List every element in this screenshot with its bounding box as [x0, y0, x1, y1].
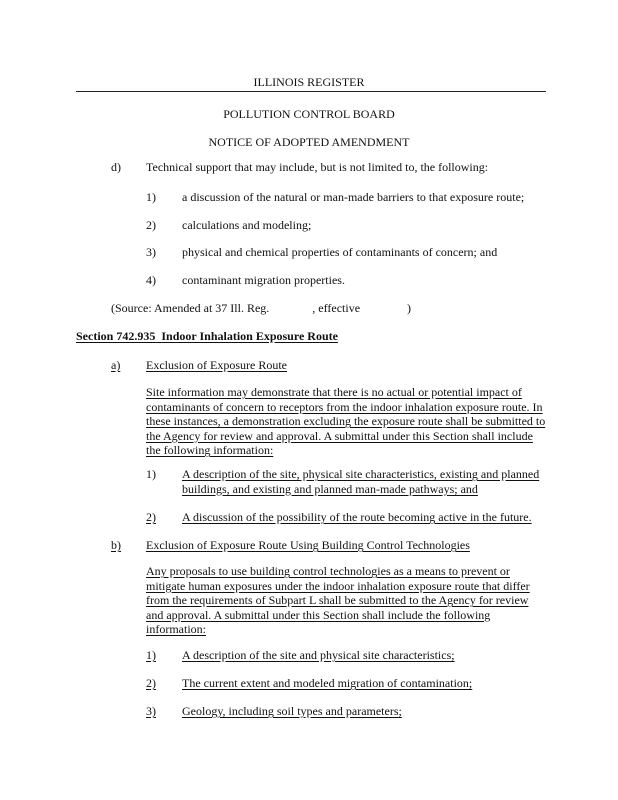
item-d-label: d) [111, 160, 121, 174]
source-note [111, 301, 411, 316]
subsection-b-item-num: 3) [146, 704, 156, 718]
item-d-sub-num: 2) [146, 218, 156, 232]
subsection-b-heading: Exclusion of Exposure Route Using Building Control Technologies [146, 538, 470, 552]
subsection-a-label: a) [111, 358, 121, 372]
subsection-b-paragraph: Any proposals to use building control technologies as a means to prevent or mitigate human exposures under the indoor inhalation exposure route that differ from the requirements of Subpart L shall be submitted to the Agency for review and approval. A submittal under this Section shall include the following information: [146, 564, 530, 636]
subsection-b-item-text: Geology, including soil types and parameters; [182, 704, 402, 718]
subsection-b-item-num: 1) [146, 648, 156, 662]
source-text-b: , effective [312, 301, 364, 315]
subsection-a-paragraph: Site information may demonstrate that there is no actual or potential impact of contaminants of concern to receptors from the indoor inhalation exposure route. In these instances, a demonstration excluding the exposure route shall be submitted to the Agency for review and approval. A submittal under this Section shall include the following information: [146, 385, 546, 457]
item-d-sub-num: 1) [146, 190, 156, 204]
section-number: Section 742.935 [76, 329, 156, 343]
header-rule [76, 91, 546, 92]
subsection-a-item-text: A description of the site, physical site characteristics, existing and planned buildings, and existing and planned man-made pathways; and [182, 467, 540, 496]
subsection-a-item-text: A discussion of the possibility of the route becoming active in the future. [182, 510, 532, 524]
item-d-sub-num: 3) [146, 245, 156, 259]
board-title: POLLUTION CONTROL BOARD [223, 107, 395, 121]
notice-title: NOTICE OF ADOPTED AMENDMENT [208, 135, 410, 149]
section-title: Indoor Inhalation Exposure Route [161, 329, 338, 343]
register-title: ILLINOIS REGISTER [253, 75, 365, 89]
section-heading [76, 329, 338, 344]
item-d-sub-text: physical and chemical properties of contaminants of concern; and [182, 245, 498, 259]
item-d-sub-text: calculations and modeling; [182, 218, 312, 232]
item-d-sub-num: 4) [146, 273, 156, 287]
subsection-a-item-num: 1) [146, 467, 156, 481]
item-d-sub-text: contaminant migration properties. [182, 273, 345, 287]
subsection-b-item-text: The current extent and modeled migration of contamination; [182, 676, 473, 690]
item-d-text: Technical support that may include, but is not limited to, the following: [146, 160, 489, 174]
subsection-b-label: b) [111, 538, 121, 552]
source-text-c: ) [407, 301, 412, 315]
subsection-b-item-num: 2) [146, 676, 156, 690]
item-d-sub-text: a discussion of the natural or man-made barriers to that exposure route; [182, 190, 525, 204]
subsection-a-heading: Exclusion of Exposure Route [146, 358, 287, 372]
subsection-b-item-text: A description of the site and physical site characteristics; [182, 648, 455, 662]
subsection-a-item-num: 2) [146, 510, 156, 524]
source-text-a: (Source: Amended at 37 Ill. Reg. [111, 301, 273, 315]
